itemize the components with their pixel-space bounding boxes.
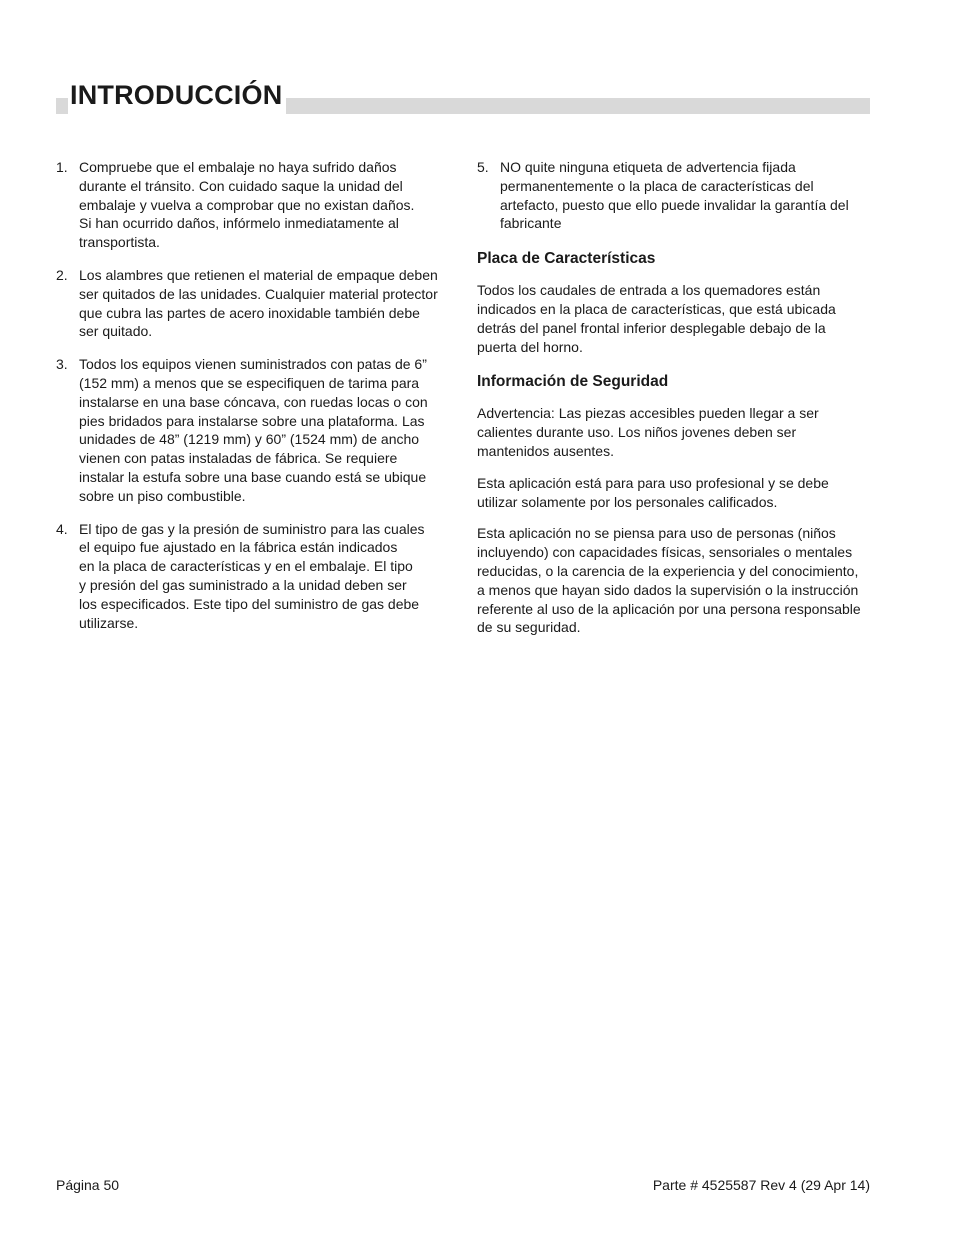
text-line: Los alambres que retienen el material de empaque deben (79, 266, 438, 283)
text-line: NO quite ninguna etiqueta de advertencia fijada (500, 159, 796, 175)
text-line: artefacto, puesto que ello puede invalidar la garantía del (500, 196, 849, 213)
text-line: Advertencia: Las piezas accesibles pueden llegar a ser (477, 405, 819, 422)
seguridad-paragraph (477, 524, 875, 637)
page-number: Página 50 (56, 1177, 120, 1193)
text-line: y presión del gas suministrado a la unidad deben ser (79, 576, 407, 593)
text-line: de su seguridad. (477, 619, 581, 636)
text-line: unidades de 48” (1219 mm) y 60” (1524 mm) de ancho (79, 431, 420, 448)
text-line: durante el tránsito. Con cuidado saque la unidad del (79, 177, 403, 194)
text-line: instalar la estufa sobre una base cuando está se ubique (79, 468, 427, 485)
text-line: utilizar solamente por los personales calificados. (477, 493, 778, 510)
text-line: que cubra las partes de acero inoxidable también debe (79, 304, 420, 321)
text-line: en la placa de características y en el embalaje. El tipo (79, 558, 413, 575)
placa-paragraph (477, 281, 875, 356)
section-heading-seguridad: Información de Seguridad (477, 373, 669, 391)
list-item (56, 266, 456, 341)
text-line: Todos los equipos vienen suministrados con patas de 6” (79, 356, 427, 373)
seguridad-paragraph (477, 404, 875, 460)
text-line: Si han ocurrido daños, infórmelo inmediatamente al (79, 215, 399, 232)
text-line: indicados en la placa de características, que está ubicada (477, 300, 836, 317)
list-item (56, 520, 456, 633)
page-title: INTRODUCCIÓN (68, 76, 286, 114)
text-line: los especificados. Este tipo del suministro de gas debe (79, 595, 420, 612)
text-line: embalaje y vuelva a comprobar que no existan daños. (79, 196, 415, 213)
text-line: instalarse en una base cóncava, con ruedas locas o con (79, 393, 428, 410)
right-column (477, 158, 875, 650)
text-line: pies bridados para instalarse sobre una plataforma. Las (79, 412, 425, 429)
list-text (500, 158, 875, 233)
text-line: puerta del horno. (477, 338, 583, 355)
list-item (56, 158, 456, 252)
text-line: incluyendo) con capacidades físicas, sensoriales o mentales (477, 544, 853, 561)
part-number: Parte # 4525587 Rev 4 (29 Apr 14) (652, 1177, 870, 1193)
section-heading-placa: Placa de Características (477, 250, 656, 268)
text-line: a menos que hayan sido dados la supervisión o la instrucción (477, 581, 859, 598)
text-line: ser quitado. (79, 323, 153, 340)
text-line: permanentemente o la placa de características del (500, 177, 814, 194)
text-line: transportista. (79, 234, 160, 251)
list-text (79, 266, 456, 341)
list-item (56, 355, 456, 505)
list-number: 1. (56, 159, 68, 175)
text-line: utilizarse. (79, 614, 139, 631)
text-line: Compruebe que el embalaje no haya sufrido daños (79, 159, 397, 175)
list-number: 3. (56, 356, 68, 373)
text-line: El tipo de gas y la presión de suministro para las cuales (79, 520, 425, 537)
text-line: reducidas, o la carencia de la experiencia y del conocimiento, (477, 562, 859, 579)
text-line: Esta aplicación está para para uso profesional y se debe (477, 474, 829, 491)
text-line: calientes durante uso. Los niños jovenes deben ser (477, 424, 797, 441)
text-line: vienen con patas instaladas de fábrica. Se requiere (79, 450, 398, 467)
text-line: Esta aplicación no se piensa para uso de personas (niños (477, 525, 836, 542)
numbered-list (56, 158, 456, 632)
text-line: Todos los caudales de entrada a los quemadores están (477, 282, 821, 299)
text-line: referente al uso de la aplicación por una persona responsable (477, 600, 861, 617)
text-line: fabricante (500, 215, 562, 232)
list-text (79, 520, 456, 633)
seguridad-paragraph (477, 474, 875, 512)
list-number: 5. (477, 159, 489, 175)
text-line: (152 mm) a menos que se especifiquen de tarima para (79, 374, 420, 391)
list-text (79, 158, 456, 252)
text-line: detrás del panel frontal inferior desplegable debajo de la (477, 319, 826, 336)
text-line: sobre un piso combustible. (79, 487, 246, 504)
list-number: 2. (56, 266, 68, 283)
text-line: el equipo fue ajustado en la fábrica están indicados (79, 539, 398, 556)
text-line: ser quitados de las unidades. Cualquier material protector (79, 285, 438, 302)
numbered-list-continued (477, 158, 875, 233)
list-item (477, 158, 875, 233)
text-line: mantenidos ausentes. (477, 442, 614, 459)
list-number: 4. (56, 520, 68, 537)
left-column (56, 158, 456, 646)
list-text (79, 355, 456, 505)
